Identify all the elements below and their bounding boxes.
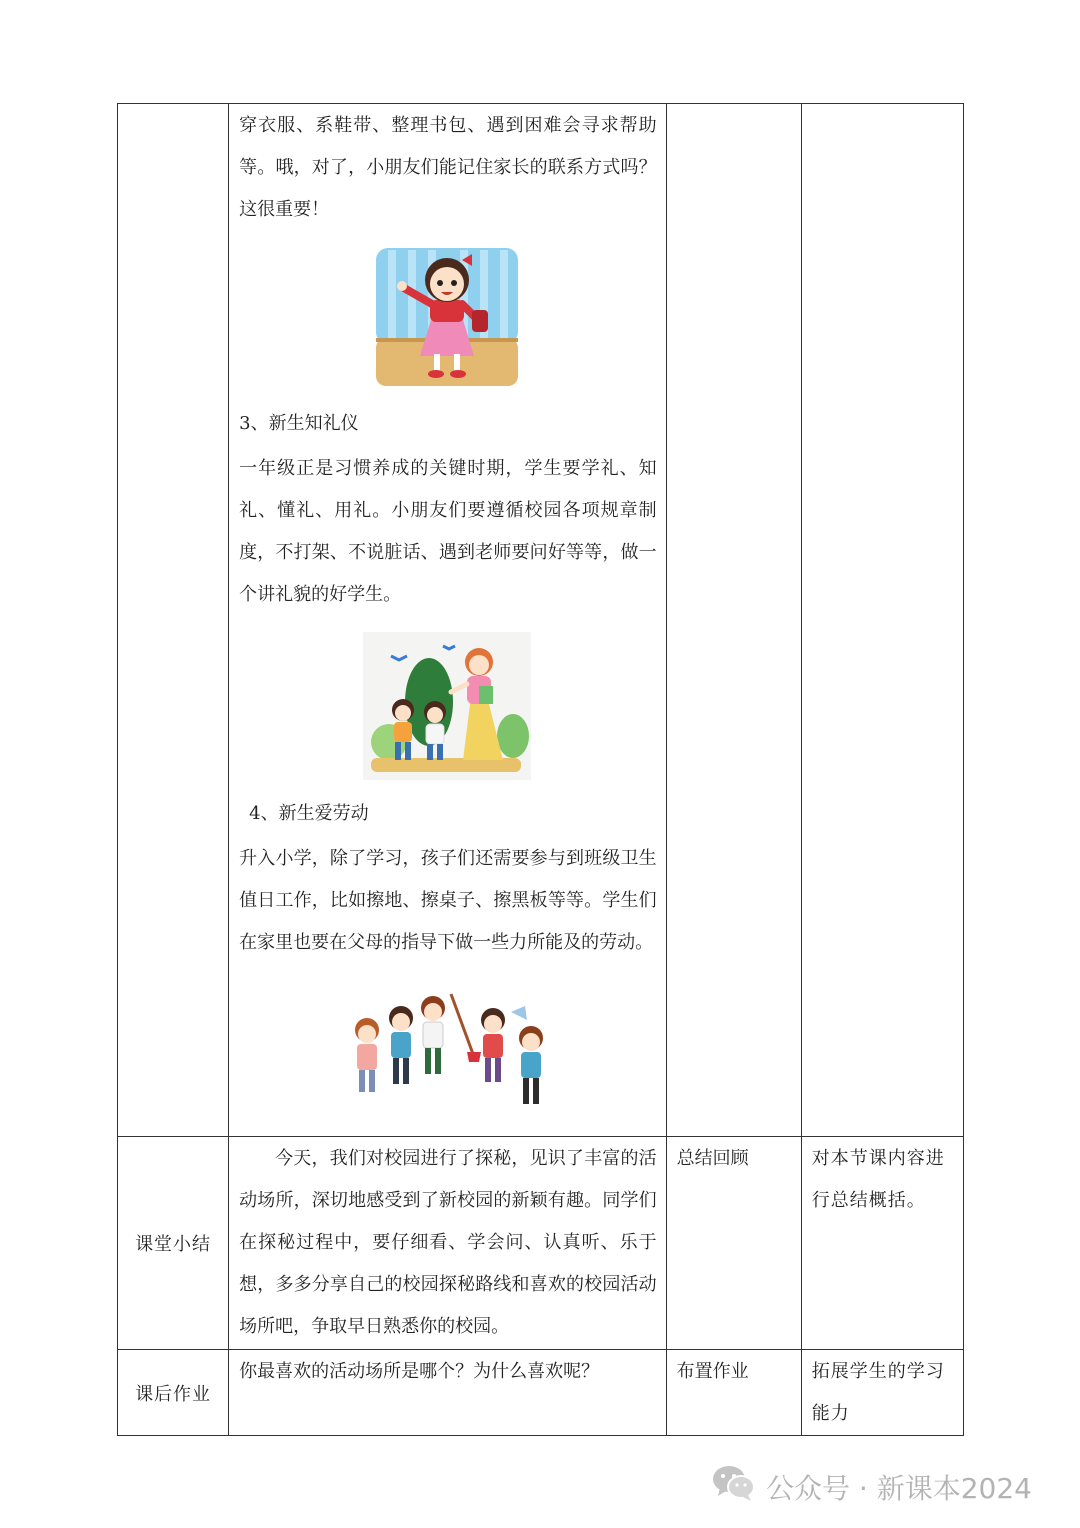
children-chores-illustration bbox=[229, 988, 666, 1112]
teacher-students-illustration bbox=[229, 632, 666, 780]
watermark bbox=[712, 1464, 1032, 1509]
homework-stage-label: 课后作业 bbox=[118, 1350, 229, 1436]
homework-activity: 布置作业 bbox=[676, 1361, 749, 1382]
summary-stage-label: 课堂小结 bbox=[118, 1137, 229, 1350]
section3-heading: 3、新生知礼仪 bbox=[239, 413, 359, 434]
homework-content-cell bbox=[229, 1350, 667, 1436]
homework-activity-cell bbox=[666, 1350, 801, 1436]
summary-content-cell bbox=[229, 1137, 667, 1350]
child-1 bbox=[355, 1018, 379, 1092]
summary-content: 今天，我们对校园进行了探秘，见识了丰富的活动场所，深切地感受到了新校园的新颖有趣。同学们在探秘过程中，要仔细看、学会问、认真听、乐于想，多多分享自己的校园探秘路线和喜欢的校园活动场所吧，争取早日熟悉你的校园。 bbox=[239, 1148, 657, 1337]
child-4 bbox=[481, 1008, 505, 1082]
section4-paragraph: 升入小学，除了学习，孩子们还需要参与到班级卫生值日工作，比如擦地、擦桌子、擦黑板等等。学生们在家里也要在父母的指导下做一些力所能及的劳动。 bbox=[239, 848, 657, 953]
child-5 bbox=[519, 1026, 543, 1104]
section2-paragraph: 穿衣服、系鞋带、整理书包、遇到困难会寻求帮助等。哦，对了，小朋友们能记住家长的联系方式吗？这很重要！ bbox=[239, 115, 657, 220]
summary-activity-cell bbox=[666, 1137, 801, 1350]
girl-illustration bbox=[229, 246, 666, 388]
watermark-text: 公众号 · 新课本2024 bbox=[766, 1471, 1032, 1505]
homework-content: 你最喜欢的活动场所是哪个？为什么喜欢呢？ bbox=[239, 1361, 600, 1382]
section3-paragraph: 一年级正是习惯养成的关键时期，学生要学礼、知礼、懂礼、用礼。小朋友们要遵循校园各项规章制度，不打架、不说脏话、遇到老师要问好等等，做一个讲礼貌的好学生。 bbox=[239, 458, 657, 605]
content-cell bbox=[229, 104, 667, 1137]
summary-row bbox=[118, 1137, 964, 1350]
teaching-process-row bbox=[118, 104, 964, 1137]
intent-cell-empty bbox=[801, 104, 963, 1137]
activity-cell-empty bbox=[666, 104, 801, 1137]
homework-intent: 拓展学生的学习能力 bbox=[811, 1361, 945, 1424]
child-3 bbox=[421, 996, 445, 1074]
summary-activity: 总结回顾 bbox=[676, 1148, 749, 1169]
stage-cell-empty bbox=[118, 104, 229, 1137]
section4-heading: 4、新生爱劳动 bbox=[249, 803, 369, 824]
homework-row bbox=[118, 1350, 964, 1436]
lesson-plan-table bbox=[117, 103, 964, 1436]
summary-intent: 对本节课内容进行总结概括。 bbox=[811, 1148, 945, 1211]
child-2 bbox=[389, 1006, 413, 1084]
summary-intent-cell bbox=[801, 1137, 963, 1350]
homework-intent-cell bbox=[801, 1350, 963, 1436]
wechat-icon bbox=[712, 1464, 756, 1509]
